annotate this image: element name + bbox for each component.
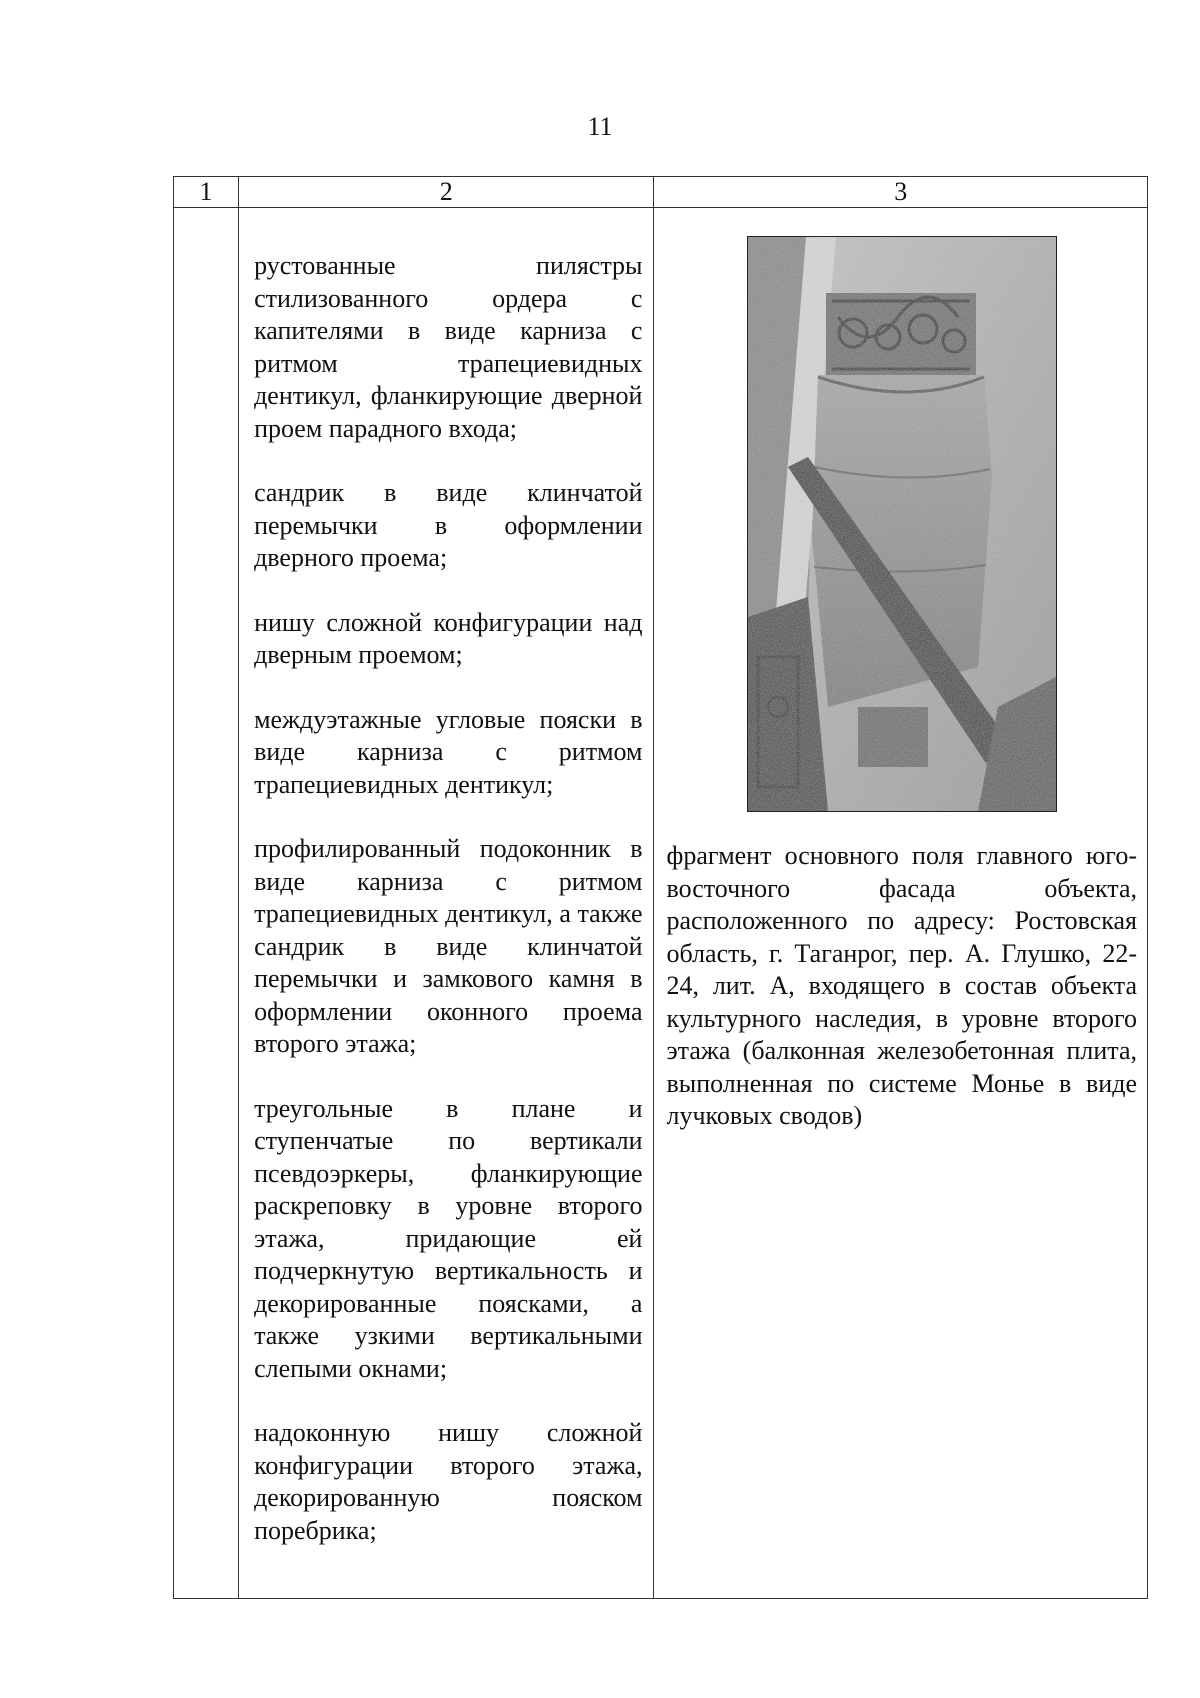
header-cell-2: 2 <box>239 177 654 208</box>
elements-cell <box>239 208 654 1599</box>
header-cell-1: 1 <box>174 177 239 208</box>
table-header-row <box>174 177 1148 208</box>
photo-cell <box>654 208 1148 1599</box>
header-cell-3: 3 <box>654 177 1148 208</box>
element-item: междуэтажные угловые пояски в виде карниза с ритмом трапециевидных дентикул; <box>254 704 643 799</box>
element-item: сандрик в виде клинчатой перемычки в оформлении дверного проема; <box>254 478 643 572</box>
element-item: нишу сложной конфигурации над дверным проемом; <box>254 607 643 669</box>
photo-caption: фрагмент основного поля главного юго-восточного фасада объекта, расположенного по адресу: Ростовская область, г. Таганрог, пер. А. Глушко, 22-24, лит. А, входящего в состав объекта культурного наследия, в уровне второго этажа (балконная железобетонная плита, выполненная по системе Монье в виде лучковых сводов) <box>666 841 1137 1130</box>
page-number: 11 <box>587 112 613 141</box>
balcony-photo-image <box>748 237 1056 811</box>
element-item: надоконную нишу сложной конфигурации второго этажа, декорированную пояском поребрика; <box>254 1418 643 1545</box>
element-item: профилированный подоконник в виде карниза с ритмом трапециевидных дентикул, а также сандрик в виде клинчатой перемычки и замкового камня в оформлении оконного проема второго этажа; <box>254 834 643 1058</box>
balcony-photo <box>747 236 1057 812</box>
element-item: рустованные пилястры стилизованного ордера с капителями в виде карниза с ритмом трапециевидных дентикул, фланкирующие дверной проем парадного входа; <box>254 251 643 443</box>
document-table <box>173 176 1148 1599</box>
element-item: треугольные в плане и ступенчатые по вертикали псевдоэркеры, фланкирующие раскреповку в уровне второго этажа, придающие ей подчеркнутую вертикальность и декорированные поясками, а также узкими вертикальными слепыми окнами; <box>254 1093 643 1383</box>
elements-list <box>254 208 642 1547</box>
table-row <box>174 208 1148 1599</box>
row-number-cell <box>174 208 239 1599</box>
